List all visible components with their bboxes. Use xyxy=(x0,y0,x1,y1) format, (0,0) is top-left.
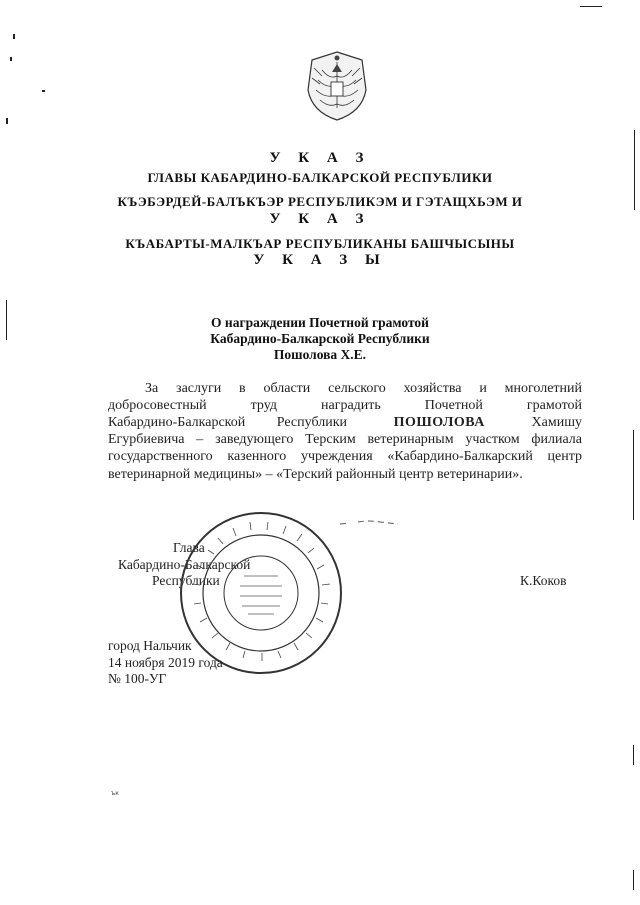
scan-mark xyxy=(633,870,634,890)
decree-title-kab: У К А З xyxy=(269,211,371,227)
signatory-name: К.Коков xyxy=(520,573,567,588)
scan-corner-mark: ък xyxy=(111,790,119,797)
decree-number: № 100-УГ xyxy=(108,671,167,686)
scan-mark xyxy=(13,34,15,39)
official-seal-stamp xyxy=(178,510,344,676)
place-of-signing: город Нальчик xyxy=(108,638,192,653)
scan-mark xyxy=(633,745,634,765)
scan-mark xyxy=(42,90,45,92)
subject-line-1: О награждении Почетной грамотой xyxy=(211,315,429,330)
body-line-3-region: Кабардино-Балкарской Республики xyxy=(108,415,347,430)
decree-title-bal: У К А З Ы xyxy=(253,252,387,268)
subject-line-2: Кабардино-Балкарской Республики xyxy=(210,331,430,346)
handwritten-signature xyxy=(338,514,408,530)
body-line-3 xyxy=(108,414,582,431)
decree-date: 14 ноября 2019 года xyxy=(108,655,223,670)
body-line-4: Егурбиевича – заведующего Терским ветеринарным участком филиала xyxy=(108,432,582,447)
awardee-surname: ПОШОЛОВА xyxy=(393,415,485,430)
awardee-name: Хамишу xyxy=(531,415,582,430)
scan-mark xyxy=(6,118,8,124)
scan-mark xyxy=(10,57,12,61)
decree-title-ru: У К А З xyxy=(269,150,371,166)
scan-mark xyxy=(580,6,602,7)
signature-title-2: Кабардино-Балкарской xyxy=(118,557,251,572)
body-line-1: За заслуги в области сельского хозяйства и многолетний xyxy=(145,381,582,396)
body-line-5: государственного казенного учреждения «Кабардино-Балкарский центр xyxy=(108,449,582,464)
signature-title-3: Республики xyxy=(152,573,220,588)
decree-authority-kab: КЪЭБЭРДЕЙ-БАЛЪКЪЭР РЕСПУБЛИКЭМ И ГЭТАЩХЬЭМ И xyxy=(117,194,523,209)
body-line-2: добросовестный труд наградить Почетной грамотой xyxy=(108,398,582,413)
scan-mark xyxy=(633,430,634,520)
body-line-6: ветеринарной медицины» – «Терский районный центр ветеринарии». xyxy=(108,467,523,482)
decree-authority-ru: ГЛАВЫ КАБАРДИНО-БАЛКАРСКОЙ РЕСПУБЛИКИ xyxy=(147,170,493,185)
subject-line-3: Пошолова Х.Е. xyxy=(273,347,367,362)
decree-authority-bal: КЪАБАРТЫ-МАЛКЪАР РЕСПУБЛИКАНЫ БАШЧЫСЫНЫ xyxy=(125,236,515,251)
signature-title-1: Глава xyxy=(173,540,205,555)
coat-of-arms-emblem xyxy=(302,50,372,122)
